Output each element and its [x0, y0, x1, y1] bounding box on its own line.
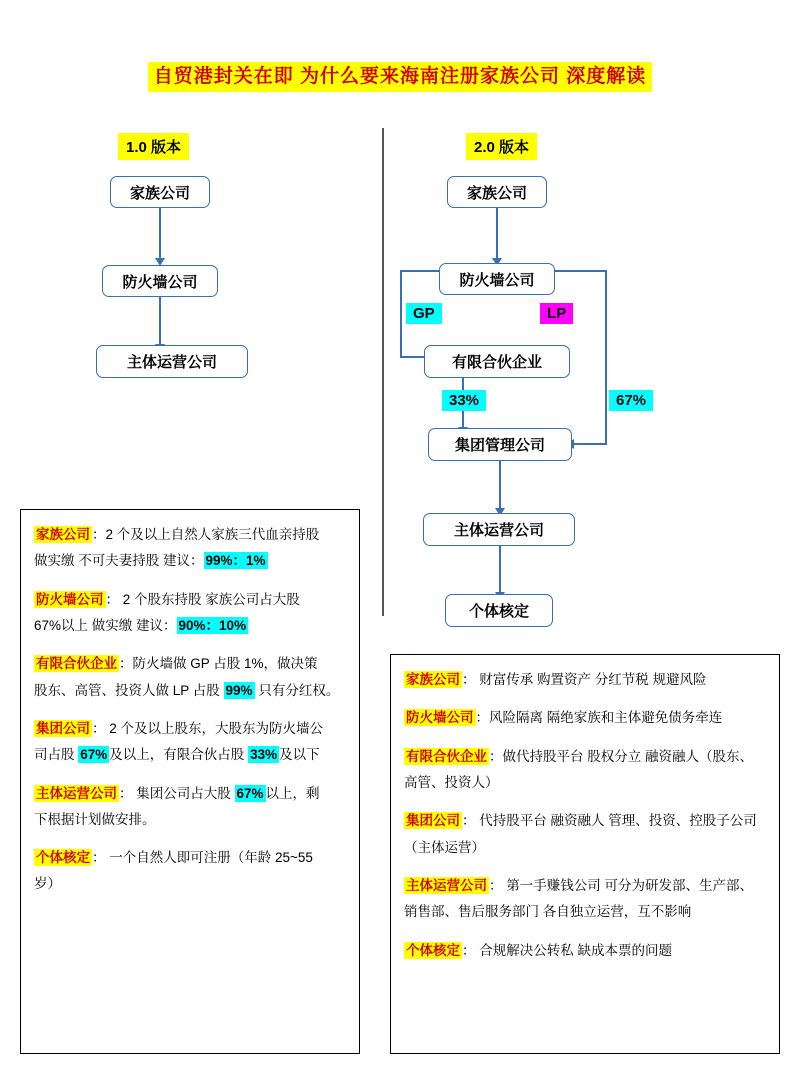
term-main-operating-company-right: 主体运营公司	[406, 877, 487, 893]
connector-v2-right-top	[555, 270, 607, 272]
tag-gp: GP	[406, 303, 442, 324]
vertical-divider	[382, 128, 384, 616]
right-panel-item-1: 防火墙公司 ：风险隔离 隔绝家族和主体避免债务牵连	[406, 710, 723, 726]
title-container	[0, 62, 800, 92]
term-firewall-company: 防火墙公司	[36, 591, 104, 607]
left-panel-item-3: 集团公司 ： 2 个及以上股东，大股东为防火墙公 司占股 67% 及以上，有限合伙占股 33% 及以下	[34, 720, 324, 763]
left-panel-item-2: 有限合伙企业 ：防火墙做 GP 占股 1%，做决策 股东、高管、投资人做 LP 占股 99% 只有分红权。	[34, 656, 340, 698]
term-main-operating-company: 主体运营公司	[36, 785, 117, 801]
node-group-management-company[interactable]: 集团管理公司	[428, 428, 572, 461]
connector-v1-1	[159, 208, 161, 261]
connector-v2-4	[499, 546, 501, 595]
right-panel-item-2: 有限合伙企业 ：做代持股平台 股权分立 融资融人（股东、高管、投资人）	[404, 748, 754, 790]
right-panel-item-0: 家族公司 ： 财富传承 购置资产 分红节税 规避风险	[406, 672, 707, 687]
term-group-company: 集团公司	[36, 720, 90, 736]
left-panel-item-5: 个体核定 ： 一个自然人即可注册（年龄 25~55 岁）	[34, 850, 313, 892]
term-group-company-right: 集团公司	[406, 813, 460, 829]
left-detail-panel	[20, 509, 360, 1054]
connector-v1-2	[159, 297, 161, 348]
term-limited-partnership: 有限合伙企业	[36, 656, 117, 672]
term-limited-partnership-right: 有限合伙企业	[406, 748, 487, 764]
tag-lp: LP	[540, 303, 573, 324]
right-panel-item-5: 个体核定 ： 合规解决公转私 缺成本票的问题	[406, 942, 673, 958]
node-main-operating-company-v2[interactable]: 主体运营公司	[423, 513, 575, 546]
term-firewall-company-right: 防火墙公司	[406, 710, 474, 726]
right-panel-item-4: 主体运营公司 ： 第一手赚钱公司 可分为研发部、生产部、销售部、售后服务部门 各自独立运营，互不影响	[404, 877, 754, 920]
tag-percent-right: 67%	[609, 390, 653, 411]
node-family-company-v1[interactable]: 家族公司	[110, 176, 210, 208]
node-individual-assessment[interactable]: 个体核定	[445, 594, 553, 627]
left-panel-item-1: 防火墙公司 ： 2 个股东持股 家族公司占大股 67%以上 做实缴 建议： 90%：10%	[34, 591, 300, 633]
connector-v2-left-vert	[400, 270, 402, 357]
right-detail-panel	[390, 654, 780, 1054]
node-main-operating-company-v1[interactable]: 主体运营公司	[96, 345, 248, 378]
node-firewall-company-v2[interactable]: 防火墙公司	[439, 263, 555, 295]
page-title: 自贸港封关在即 为什么要来海南注册家族公司 深度解读	[148, 62, 653, 92]
node-firewall-company-v1[interactable]: 防火墙公司	[102, 265, 218, 297]
right-panel-item-3: 集团公司 ： 代持股平台 融资融人 管理、投资、控股子公司（主体运营）	[404, 813, 757, 855]
connector-v2-1	[496, 208, 498, 261]
connector-v2-right-bottom	[572, 443, 607, 445]
connector-v2-3	[499, 461, 501, 511]
term-individual-assessment: 个体核定	[36, 850, 90, 866]
connector-v2-right-vert	[605, 270, 607, 444]
term-family-company: 家族公司	[36, 527, 90, 542]
tag-percent-left: 33%	[442, 390, 486, 411]
version-label-1: 1.0 版本	[118, 133, 189, 160]
term-individual-assessment-right: 个体核定	[406, 942, 460, 958]
term-family-company-right: 家族公司	[406, 672, 460, 687]
connector-v2-left-top	[400, 270, 440, 272]
version-label-2: 2.0 版本	[466, 133, 537, 160]
left-panel-item-0: 家族公司 ：2 个及以上自然人家族三代血亲持股 做实缴 不可夫妻持股 建议： 99%：1%	[34, 527, 320, 569]
node-family-company-v2[interactable]: 家族公司	[447, 176, 547, 208]
node-limited-partnership[interactable]: 有限合伙企业	[424, 345, 570, 378]
left-panel-item-4: 主体运营公司 ： 集团公司占大股 67% 以上，剩 下根据计划做安排。	[34, 785, 320, 827]
